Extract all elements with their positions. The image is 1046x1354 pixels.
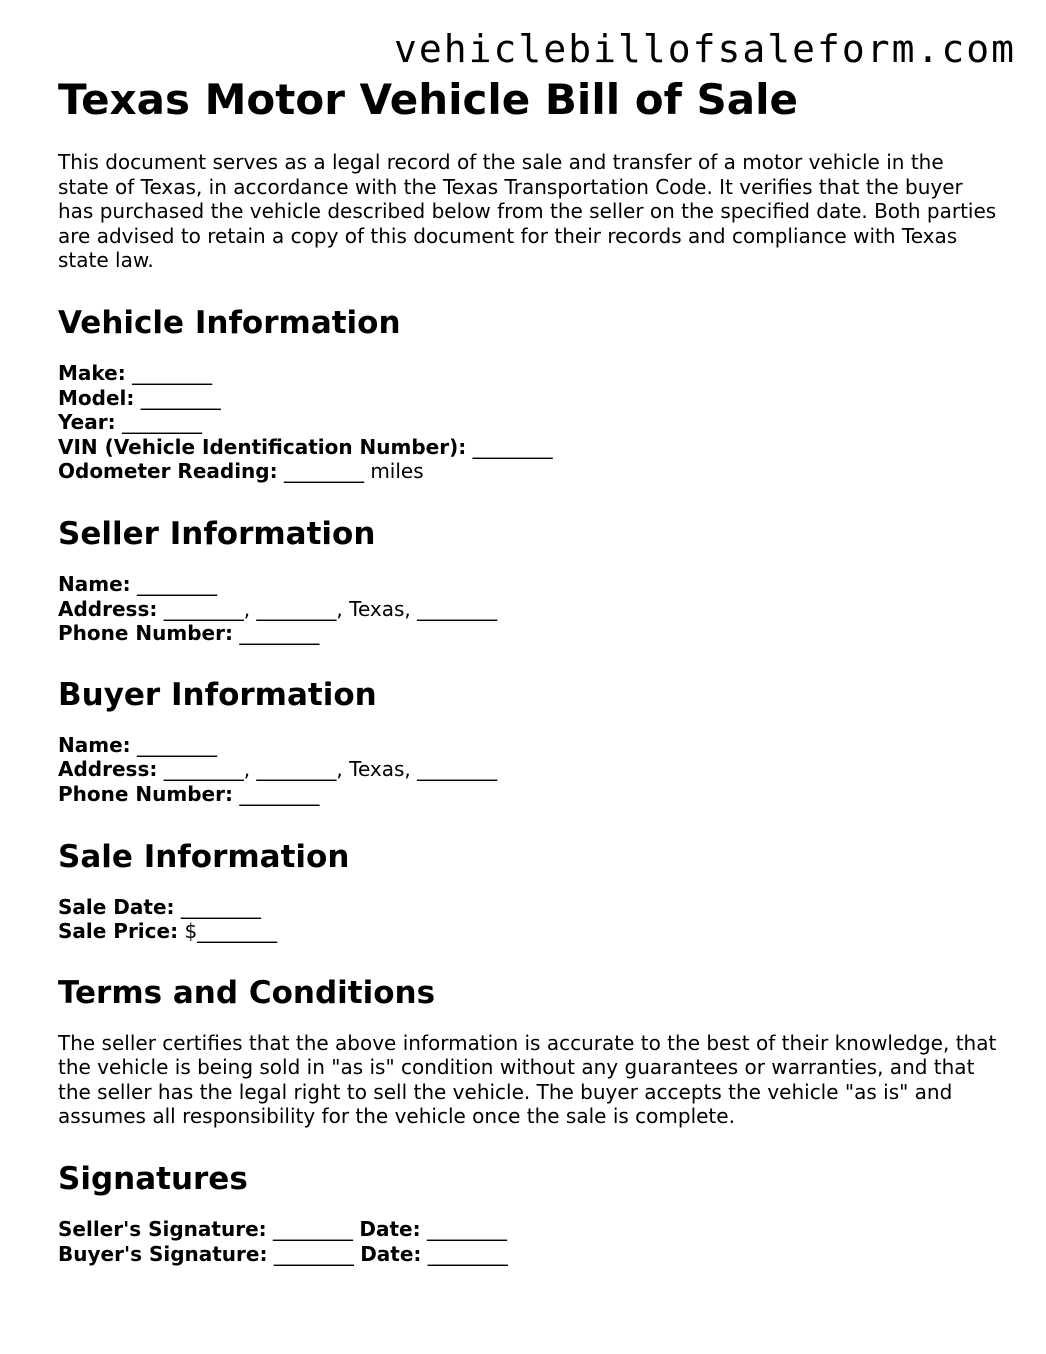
buyer-fields: [58, 733, 998, 807]
seller-address-label: Address:: [58, 596, 158, 621]
page-title: Texas Motor Vehicle Bill of Sale: [58, 75, 798, 124]
seller-signature-label: Seller's Signature:: [58, 1217, 267, 1242]
buyer-phone-field[interactable]: ________: [239, 781, 320, 806]
seller-address-field[interactable]: ________, ________, Texas, ________: [163, 596, 498, 621]
seller-signature-field[interactable]: ________: [273, 1217, 353, 1242]
signature-fields: [58, 1217, 998, 1266]
sale-price-label: Sale Price:: [58, 919, 179, 944]
vin-label: VIN (Vehicle Identification Number):: [58, 434, 467, 459]
seller-date-label: Date:: [359, 1217, 421, 1242]
sale-date-label: Sale Date:: [58, 894, 175, 919]
document-page: [58, 76, 998, 1266]
seller-fields: [58, 572, 998, 646]
buyer-date-label: Date:: [360, 1241, 422, 1266]
vin-field[interactable]: ________: [472, 434, 553, 459]
seller-heading: Seller Information: [58, 515, 376, 552]
buyer-heading: Buyer Information: [58, 676, 377, 713]
terms-section: [58, 975, 998, 1129]
seller-name-row: [58, 572, 998, 597]
seller-section: [58, 516, 998, 646]
sale-fields: [58, 895, 998, 944]
seller-phone-row: [58, 621, 998, 646]
buyer-signature-row: [58, 1242, 998, 1267]
make-label: Make:: [58, 360, 126, 385]
seller-signature-row: [58, 1217, 998, 1242]
seller-phone-field[interactable]: ________: [239, 621, 320, 646]
vin-row: [58, 435, 998, 460]
vehicle-heading: Vehicle Information: [58, 304, 401, 341]
model-label: Model:: [58, 385, 135, 410]
odometer-row: [58, 459, 998, 484]
vehicle-section: [58, 305, 998, 484]
buyer-name-field[interactable]: ________: [137, 732, 217, 757]
signatures-section: [58, 1161, 998, 1266]
seller-date-field[interactable]: ________: [426, 1217, 507, 1242]
buyer-phone-label: Phone Number:: [58, 781, 233, 806]
year-field[interactable]: ________: [121, 410, 202, 435]
sale-date-row: [58, 895, 998, 920]
vehicle-fields: [58, 361, 998, 484]
odometer-field[interactable]: ________ miles: [283, 459, 424, 484]
make-row: [58, 361, 998, 386]
buyer-name-label: Name:: [58, 732, 131, 757]
year-label: Year:: [58, 410, 116, 435]
seller-phone-label: Phone Number:: [58, 621, 233, 646]
signatures-heading: Signatures: [58, 1161, 248, 1198]
buyer-signature-field[interactable]: ________: [273, 1241, 354, 1266]
buyer-address-field[interactable]: ________, ________, Texas, ________: [163, 757, 498, 782]
seller-address-row: [58, 597, 998, 622]
buyer-address-label: Address:: [58, 757, 158, 782]
odometer-label: Odometer Reading:: [58, 459, 278, 484]
model-field[interactable]: ________: [140, 385, 221, 410]
sale-date-field[interactable]: ________: [180, 894, 261, 919]
make-field[interactable]: ________: [132, 360, 213, 385]
sale-section: [58, 839, 998, 944]
sale-price-field[interactable]: $________: [184, 919, 278, 944]
seller-name-field[interactable]: ________: [137, 571, 217, 596]
buyer-date-field[interactable]: ________: [427, 1241, 508, 1266]
buyer-address-row: [58, 757, 998, 782]
intro-paragraph: This document serves as a legal record of the sale and transfer of a motor vehicle in the state of Texas, in accordance with the Texas Transportation Code. It verifies that the buyer has purchased the vehicle described below from the seller on the specified date. Both parties are advised to retain a copy of this document for their records and compliance with Texas state law.: [58, 150, 997, 273]
year-row: [58, 410, 998, 435]
terms-heading: Terms and Conditions: [58, 974, 436, 1011]
buyer-name-row: [58, 733, 998, 758]
buyer-signature-label: Buyer's Signature:: [58, 1241, 268, 1266]
buyer-phone-row: [58, 782, 998, 807]
sale-heading: Sale Information: [58, 838, 350, 875]
seller-name-label: Name:: [58, 571, 131, 596]
model-row: [58, 386, 998, 411]
buyer-section: [58, 677, 998, 807]
sale-price-row: [58, 919, 998, 944]
watermark-text: vehiclebillofsaleform.com: [394, 27, 1016, 71]
terms-paragraph: The seller certifies that the above information is accurate to the best of their knowledge, that the vehicle is being sold in "as is" condition without any guarantees or warranties, and that the seller has the legal right to sell the vehicle. The buyer accepts the vehicle "as is" and assumes all responsibility for the vehicle once the sale is complete.: [58, 1030, 997, 1129]
